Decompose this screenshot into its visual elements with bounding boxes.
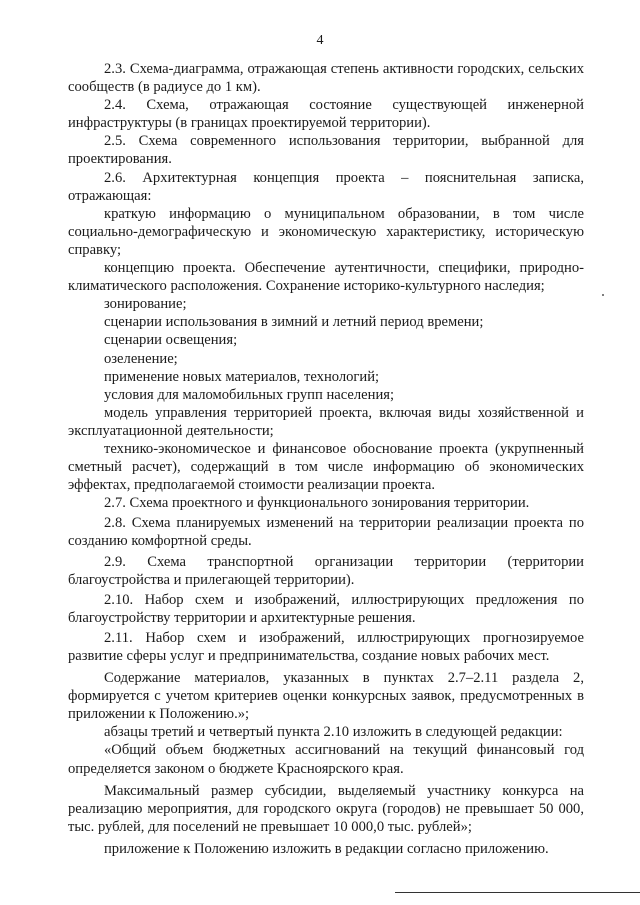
paragraph-2-4: 2.4. Схема, отражающая состояние существующей инженерной инфраструктуры (в границах проектируемой территории).: [68, 97, 584, 132]
paragraph-2-9: 2.9. Схема транспортной организации территории (территории благоустройства и прилегающей территории).: [68, 553, 584, 588]
document-body: [68, 60, 584, 858]
list-item-zoning: зонирование;: [104, 296, 187, 313]
list-item-brief-info: краткую информацию о муниципальном образовании, в том числе социально-демографическую и экономическую характеристику, историческую справку;: [68, 205, 584, 258]
list-item-materials: применение новых материалов, технологий;: [104, 368, 380, 385]
scan-speck: [602, 294, 604, 296]
list-item-management-model: модель управления территорией проекта, включая виды хозяйственной и эксплуатационной деятельности;: [68, 404, 584, 439]
list-item-lighting: сценарии освещения;: [104, 332, 238, 349]
list-item-concept: концепцию проекта. Обеспечение аутентичности, специфики, природно-климатического расположения. Сохранение историко-культурного наследия;: [68, 260, 584, 295]
list-item-feasibility: технико-экономическое и финансовое обоснование проекта (укрупненный сметный расчет), содержащий в том числе информацию об экономических эффектах, предполагаемой стоимости реализации проекта.: [68, 440, 584, 494]
paragraph-materials-content: Содержание материалов, указанных в пунктах 2.7–2.11 раздела 2, формируется с учетом критериев оценки конкурсных заявок, предусмотренных в приложении к Положению.»;: [68, 670, 584, 723]
paragraph-2-8: 2.8. Схема планируемых изменений на территории реализации проекта по созданию комфортной среды.: [68, 515, 584, 550]
paragraph-amendment-2-10: абзацы третий и четвертый пункта 2.10 изложить в следующей редакции:: [104, 724, 563, 741]
list-item-usage-scenarios: сценарии использования в зимний и летний период времени;: [104, 314, 484, 331]
paragraph-2-6: 2.6. Архитектурная концепция проекта – пояснительная записка, отражающая:: [68, 169, 584, 204]
paragraph-2-3: 2.3. Схема-диаграмма, отражающая степень активности городских, сельских сообществ (в радиусе до 1 км).: [68, 61, 584, 96]
paragraph-2-11: 2.11. Набор схем и изображений, иллюстрирующих прогнозируемое развитие сферы услуг и предпринимательства, создание новых рабочих мест.: [68, 629, 584, 664]
paragraph-budget-volume: «Общий объем бюджетных ассигнований на текущий финансовый год определяется законом о бюджете Красноярского края.: [68, 742, 584, 777]
paragraph-2-10: 2.10. Набор схем и изображений, иллюстрирующих предложения по благоустройству территории и архитектурные решения.: [68, 591, 584, 626]
paragraph-appendix: приложение к Положению изложить в редакции согласно приложению.: [104, 840, 549, 857]
paragraph-2-7: 2.7. Схема проектного и функционального зонирования территории.: [104, 495, 530, 512]
paragraph-2-5: 2.5. Схема современного использования территории, выбранной для проектирования.: [68, 133, 584, 168]
page-number: 4: [316, 33, 324, 48]
list-item-landscaping: озеленение;: [104, 350, 178, 367]
bottom-rule: [395, 892, 640, 893]
list-item-accessibility: условия для маломобильных групп населения;: [104, 386, 395, 403]
paragraph-max-subsidy: Максимальный размер субсидии, выделяемый участнику конкурса на реализацию мероприятия, для городского округа (городов) не превышает 50 000, тыс. рублей, для поселений не превышает 10 000,0 тыс. рублей»;: [68, 782, 584, 835]
